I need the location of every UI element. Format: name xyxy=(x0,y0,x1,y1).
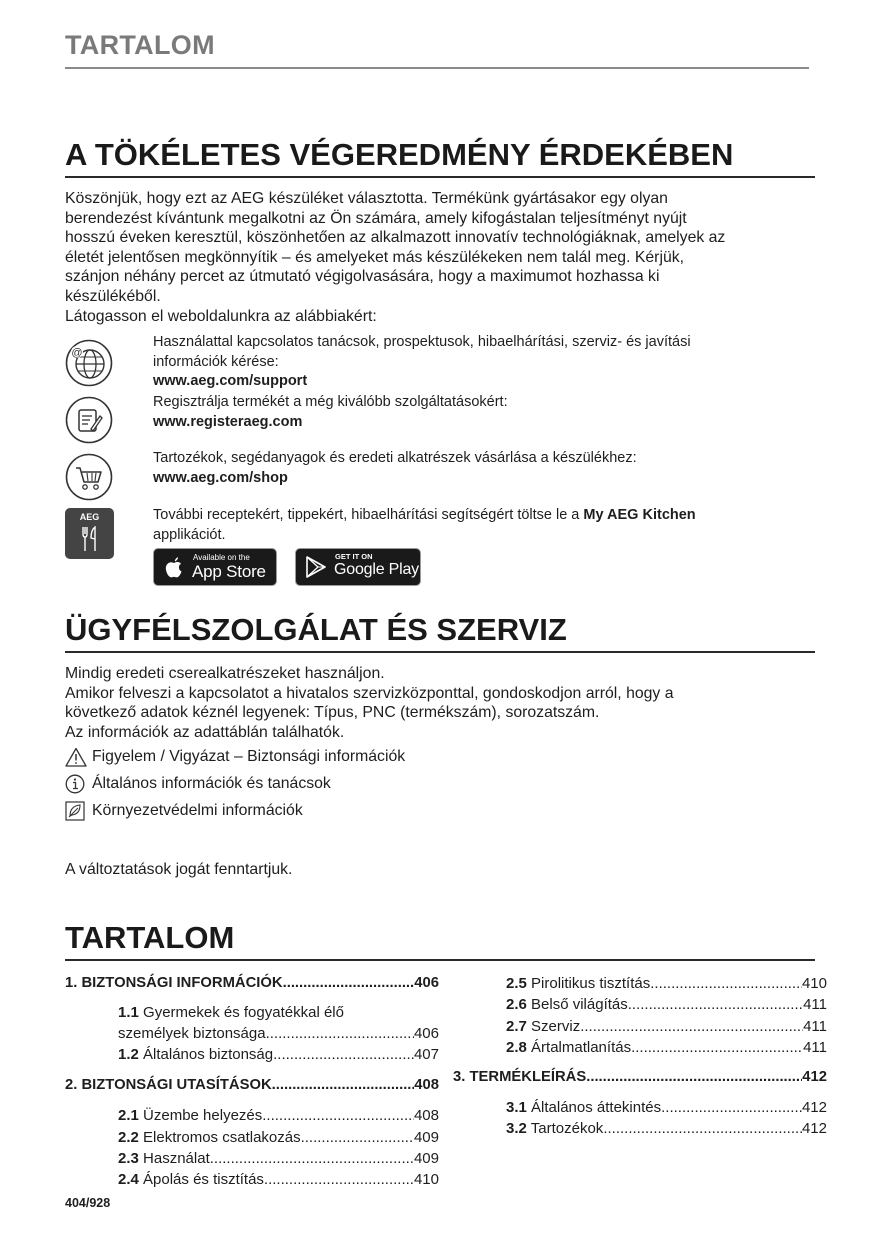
service-line: Amikor felveszi a kapcsolatot a hivatalos szervizközponttal, gondoskodjon arról, hogy a xyxy=(65,684,674,702)
shop-info xyxy=(153,449,637,488)
intro-line: berendezést kívántunk megalkotni az Ön számára, amely kifogástalan teljesítményt nyújt xyxy=(65,209,687,227)
toc-label: Használat xyxy=(143,1150,210,1167)
legend-environment-text: Környezetvédelmi információk xyxy=(92,802,303,819)
intro-line: szánjon néhány percet az útmutató végigolvasására, hogy a maximumot hozhassa ki xyxy=(65,268,660,286)
toc-page: 409 xyxy=(413,1129,439,1146)
toc-label: Általános áttekintés xyxy=(531,1099,662,1116)
toc-page: 412 xyxy=(802,1069,827,1085)
intro-line: hosszú éveken keresztül, köszönhetően az alkalmazott innovatív technológiáknak, amelyek az xyxy=(65,229,726,247)
legend-warning xyxy=(65,747,405,767)
register-text: Regisztrálja termékét a még kiválóbb szolgáltatásokért: xyxy=(153,394,508,410)
app-text: További receptekért, tippekért, hibaelhárítási segítségért töltse le a xyxy=(153,507,584,523)
shopping-cart-icon xyxy=(65,453,113,501)
toc-page: 412 xyxy=(801,1099,827,1116)
toc-leader xyxy=(301,1129,414,1146)
toc-leader xyxy=(264,1171,414,1188)
toc-leader xyxy=(273,1046,414,1063)
toc-entry[interactable] xyxy=(118,1150,439,1167)
google-play-small-text: GET IT ON xyxy=(335,552,373,561)
toc-leader xyxy=(210,1150,414,1167)
toc-number: 2.4 xyxy=(118,1171,139,1188)
toc-page: 412 xyxy=(801,1120,827,1137)
toc-page: 409 xyxy=(413,1150,439,1167)
service-line: Mindig eredeti cserealkatrészeket használjon. xyxy=(65,665,385,682)
legend-warning-text: Figyelem / Vigyázat – Biztonsági információk xyxy=(92,748,406,765)
toc-number: 2.5 xyxy=(506,975,527,992)
register-icon xyxy=(65,396,113,444)
service-divider xyxy=(65,651,815,653)
support-link[interactable]: www.aeg.com/support xyxy=(153,373,308,390)
service-paragraph xyxy=(65,664,815,742)
google-play-text: Google Play xyxy=(334,561,419,578)
toc-label: Elektromos csatlakozás xyxy=(143,1129,301,1146)
toc-label: Általános biztonság xyxy=(143,1046,274,1063)
header-divider xyxy=(65,67,809,69)
toc-label: BIZTONSÁGI INFORMÁCIÓK xyxy=(81,975,283,991)
toc-page: 411 xyxy=(803,1039,827,1056)
toc-entry[interactable] xyxy=(506,1120,827,1137)
toc-entry[interactable] xyxy=(118,1107,439,1124)
support-text: Használattal kapcsolatos tanácsok, prospektusok, hibaelhárítási, szerviz- és javítási xyxy=(153,334,691,350)
app-info xyxy=(153,506,696,545)
notice-text: A változtatások jogát fenntartjuk. xyxy=(65,861,293,878)
toc-entry[interactable] xyxy=(118,1004,439,1021)
toc-label: TERMÉKLEÍRÁS xyxy=(469,1069,587,1085)
toc-label: Szerviz xyxy=(531,1018,581,1035)
toc-page: 411 xyxy=(803,996,827,1013)
toc-number: 2.6 xyxy=(506,996,527,1013)
toc-page: 410 xyxy=(413,1171,439,1188)
toc-page: 407 xyxy=(413,1046,439,1063)
app-name: My AEG Kitchen xyxy=(583,507,696,523)
leaf-icon xyxy=(65,801,87,821)
warning-icon xyxy=(65,747,87,767)
toc-entry[interactable] xyxy=(118,1046,439,1063)
legend-info xyxy=(65,774,331,794)
shop-link[interactable]: www.aeg.com/shop xyxy=(153,469,288,486)
toc-number: 3.2 xyxy=(506,1120,527,1137)
aeg-app-icon-label: AEG xyxy=(79,512,100,522)
toc-leader xyxy=(631,1039,803,1056)
play-icon xyxy=(305,556,327,578)
toc-number: 3.1 xyxy=(506,1099,527,1116)
toc-leader xyxy=(586,1069,802,1085)
toc-page: 406 xyxy=(414,975,439,991)
toc-number: 1.2 xyxy=(118,1046,139,1063)
header-title: TARTALOM xyxy=(65,30,215,60)
toc-label: Ápolás és tisztítás xyxy=(143,1171,264,1188)
intro-line: készülékéből. xyxy=(65,287,161,305)
intro-paragraph xyxy=(65,189,815,326)
app-store-small-text: Available on the xyxy=(193,553,250,562)
toc-entry[interactable] xyxy=(506,1018,827,1035)
toc-label: Ártalmatlanítás xyxy=(531,1039,632,1056)
toc-leader xyxy=(262,1107,414,1124)
toc-divider xyxy=(65,959,815,961)
svg-text:@: @ xyxy=(71,347,83,359)
support-info xyxy=(153,333,691,392)
toc-leader xyxy=(628,996,803,1013)
toc-label: Gyermekek és fogyatékkal élő xyxy=(143,1004,344,1021)
toc-entry[interactable] xyxy=(506,975,827,992)
toc-entry[interactable] xyxy=(118,1129,439,1146)
toc-label: BIZTONSÁGI UTASÍTÁSOK xyxy=(81,1077,272,1093)
apple-icon xyxy=(164,556,184,578)
support-text-cont: információk kérése: xyxy=(153,353,279,370)
service-line: Az információk az adattáblán találhatók. xyxy=(65,723,345,741)
aeg-app-icon xyxy=(65,508,114,559)
cutlery-icon xyxy=(80,526,100,552)
toc-entry[interactable] xyxy=(506,1039,827,1056)
app-store-text: App Store xyxy=(192,562,266,581)
toc-label: Tartozékok xyxy=(530,1120,604,1137)
toc-label: Belső világítás xyxy=(531,996,628,1013)
service-heading: ÜGYFÉLSZOLGÁLAT ÉS SZERVIZ xyxy=(65,612,567,647)
legend-environment xyxy=(65,801,303,821)
toc-leader xyxy=(266,1025,414,1042)
globe-icon xyxy=(65,339,113,387)
intro-heading: A TÖKÉLETES VÉGEREDMÉNY ÉRDEKÉBEN xyxy=(65,137,734,172)
google-play-badge[interactable] xyxy=(295,548,421,586)
toc-leader xyxy=(272,1077,415,1093)
page-number: 404/928 xyxy=(65,1196,111,1210)
register-link[interactable]: www.registeraeg.com xyxy=(153,413,303,430)
toc-label: Üzembe helyezés xyxy=(143,1107,263,1124)
toc-leader xyxy=(650,975,802,992)
toc-number: 2.2 xyxy=(118,1129,139,1146)
toc-number: 1. xyxy=(65,975,78,991)
toc-label: Pirolitikus tisztítás xyxy=(531,975,651,992)
toc-page: 408 xyxy=(414,1077,439,1093)
toc-page: 411 xyxy=(803,1018,827,1035)
toc-page: 410 xyxy=(801,975,827,992)
toc-number: 2.1 xyxy=(118,1107,139,1124)
toc-entry[interactable] xyxy=(65,1077,439,1093)
toc-page: 406 xyxy=(413,1025,439,1042)
toc-number: 2. xyxy=(65,1077,78,1093)
app-store-badge[interactable] xyxy=(153,548,277,586)
intro-line: Köszönjük, hogy ezt az AEG készüléket választotta. Termékünk gyártásakor egy olyan xyxy=(65,190,668,207)
toc-heading: TARTALOM xyxy=(65,920,235,955)
toc-number: 2.7 xyxy=(506,1018,527,1035)
toc-number: 1.1 xyxy=(118,1004,139,1021)
intro-line: Látogasson el weboldalunkra az alábbiakért: xyxy=(65,307,377,325)
intro-line: életét jelentősen megkönnyítik – és amelyeket más készülékeken nem talál meg. Kérjük, xyxy=(65,248,685,266)
shop-text: Tartozékok, segédanyagok és eredeti alkatrészek vásárlása a készülékhez: xyxy=(153,450,637,466)
toc-entry[interactable] xyxy=(506,1099,827,1116)
toc-number: 2.8 xyxy=(506,1039,527,1056)
toc-entry[interactable] xyxy=(506,996,827,1013)
toc-number: 2.3 xyxy=(118,1150,139,1167)
toc-number: 3. xyxy=(453,1069,466,1085)
legend-info-text: Általános információk és tanácsok xyxy=(92,775,331,792)
toc-entry[interactable] xyxy=(118,1171,439,1188)
toc-page: 408 xyxy=(413,1107,439,1124)
toc-entry[interactable] xyxy=(453,1069,827,1085)
toc-leader xyxy=(283,975,415,991)
toc-leader xyxy=(603,1120,802,1137)
app-text-cont: applikációt. xyxy=(153,526,226,543)
toc-leader xyxy=(580,1018,803,1035)
toc-leader xyxy=(661,1099,802,1116)
service-line: következő adatok kéznél legyenek: Típus, PNC (termékszám), sorozatszám. xyxy=(65,704,600,722)
intro-divider xyxy=(65,176,815,178)
toc-entry[interactable] xyxy=(118,1025,439,1042)
info-icon xyxy=(65,774,87,794)
register-info xyxy=(153,393,508,432)
toc-label: személyek biztonsága xyxy=(118,1025,266,1042)
toc-entry[interactable] xyxy=(65,975,439,991)
